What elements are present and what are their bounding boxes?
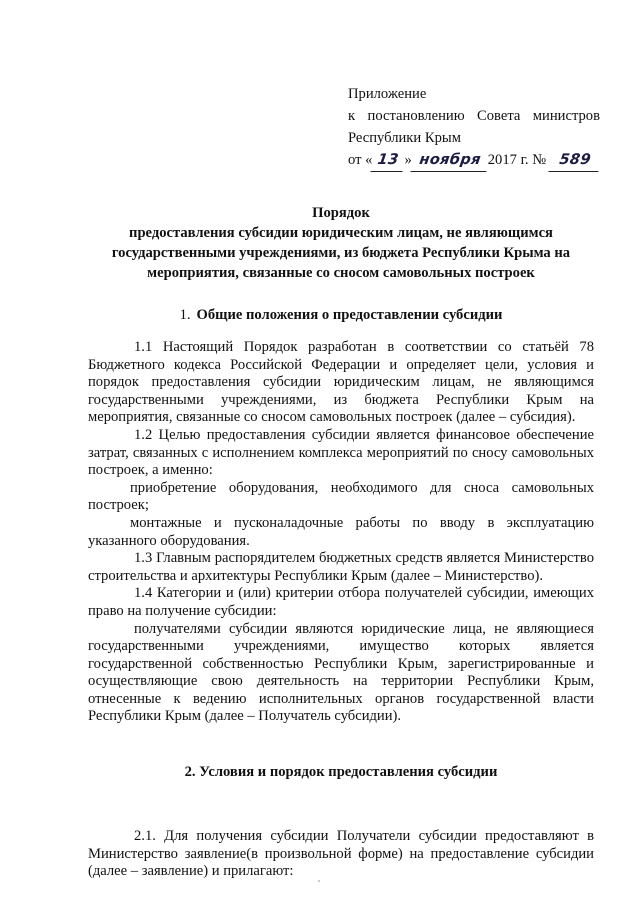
section-1-heading <box>88 305 594 325</box>
scan-speck <box>318 880 320 882</box>
handwritten-number: 589 <box>548 149 601 172</box>
section-2-heading: 2. Условия и порядок предоставления субсидии <box>184 764 498 780</box>
date-quote-close: » <box>404 152 412 168</box>
paragraph-1-3: 1.3 Главным распорядителем бюджетных средств является Министерство строительства и архитектуры Республики Крым (далее – Министерство). <box>88 550 594 584</box>
handwritten-day: 13 <box>371 149 406 172</box>
appendix-date-line <box>348 149 600 172</box>
section-2-body <box>88 828 594 881</box>
appendix-block <box>348 83 600 172</box>
paragraph-1-4: 1.4 Категории и (или) критерии отбора получателей субсидии, имеющих право на получение субсидии: <box>88 585 594 619</box>
paragraph-1-1: 1.1 Настоящий Порядок разработан в соответствии со статьёй 78 Бюджетного кодекса Российской Федерации и определяет цели, условия и порядок предоставления субсидии юридическим лицам, не являющимся государственными учреждениями, из бюджета Республики Крым на мероприятия, связанные со сносом самовольных построек (далее – субсидия). <box>88 339 594 426</box>
section-1-number: 1. <box>179 307 191 323</box>
title-line-2: предоставления субсидии юридическим лицам, не являющимся <box>129 225 553 241</box>
paragraph-1-2-item-equipment: приобретение оборудования, необходимого для сноса самовольных построек; <box>88 479 594 514</box>
appendix-republic-line: Республики Крым <box>348 130 461 146</box>
appendix-resolution-line: к постановлению Совета министров <box>348 108 600 124</box>
section-1-title: Общие положения о предоставлении субсидии <box>196 307 503 323</box>
paragraph-1-4-recipients: получателями субсидии являются юридические лица, не являющиеся государственными учреждениями, имущество которых является государственной собственностью Республики Крым, зарегистрированные и осуществляющие свою деятельность на территории Республики Крым, отнесенные к ведению исполнительных органов государственной власти Республики Крым (далее – Получатель субсидии). <box>88 620 594 725</box>
title-line-1: Порядок <box>312 205 370 221</box>
date-suffix: 2017 г. № <box>487 152 547 168</box>
section-1-body <box>88 339 594 726</box>
paragraph-1-2: 1.2 Целью предоставления субсидии является финансовое обеспечение затрат, связанных с исполнением комплекса мероприятий по сносу самовольных построек, а именно: <box>88 426 594 479</box>
paragraph-1-2-item-installation: монтажные и пусконаладочные работы по вводу в эксплуатацию указанного оборудования. <box>88 514 594 549</box>
paragraph-2-1: 2.1. Для получения субсидии Получатели субсидии предоставляют в Министерство заявление(в произвольной форме) на предоставление субсидии (далее – заявление) и прилагают: <box>88 828 594 880</box>
date-prefix: от « <box>348 152 373 168</box>
appendix-label: Приложение <box>348 86 427 102</box>
title-line-3: государственными учреждениями, из бюджета Республики Крыма на <box>111 245 571 261</box>
handwritten-month: ноября <box>410 149 489 172</box>
document-title <box>88 203 594 283</box>
title-line-4: мероприятия, связанные со сносом самовольных построек <box>147 265 535 281</box>
